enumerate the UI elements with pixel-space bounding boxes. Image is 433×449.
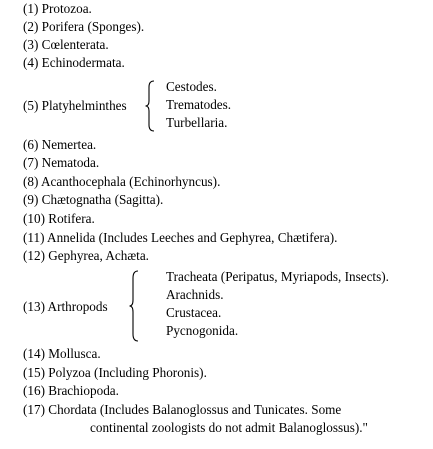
arthropods-subclasses: [166, 268, 389, 340]
entry-gephyrea: (12) Gephyrea, Achæta.: [23, 248, 149, 263]
entry-protozoa: (1) Protozoa.: [23, 1, 92, 16]
entry-arthropods-group: [23, 268, 433, 344]
subclass-item: Turbellaria.: [166, 115, 228, 130]
subclass-item: Crustacea.: [166, 305, 222, 320]
curly-brace-icon: [145, 80, 155, 132]
entry-platyhelminthes-group: [23, 78, 433, 134]
platyhelminthes-subclasses: [166, 78, 231, 132]
entry-platyhelminthes-label: (5) Platyhelminthes: [23, 98, 127, 113]
entry-coelenterata: (3) Cœlenterata.: [23, 37, 109, 52]
entry-arthropods-label: (13) Arthropods: [23, 299, 108, 314]
entry-polyzoa: (15) Polyzoa (Including Phoronis).: [23, 365, 207, 380]
subclass-item: Pycnogonida.: [166, 323, 239, 338]
subclass-item: Arachnids.: [166, 287, 224, 302]
entry-nematoda: (7) Nematoda.: [23, 155, 100, 170]
entry-brachiopoda: (16) Brachiopoda.: [23, 383, 119, 398]
entry-chaetognatha: (9) Chætognatha (Sagitta).: [23, 192, 164, 207]
entry-chordata-continuation: continental zoologists do not admit Balanoglossus).": [90, 420, 368, 435]
entry-nemertea: (6) Nemertea.: [23, 137, 97, 152]
entry-acanthocephala: (8) Acanthocephala (Echinorhyncus).: [23, 174, 221, 189]
subclass-item: Tracheata (Peripatus, Myriapods, Insects).: [166, 269, 389, 284]
entry-echinodermata: (4) Echinodermata.: [23, 55, 125, 70]
entry-mollusca: (14) Mollusca.: [23, 346, 101, 361]
entry-porifera: (2) Porifera (Sponges).: [23, 19, 145, 34]
subclass-item: Trematodes.: [166, 97, 232, 112]
subclass-item: Cestodes.: [166, 79, 217, 94]
entry-chordata: (17) Chordata (Includes Balanoglossus and Tunicates. Some: [23, 402, 342, 417]
entry-annelida: (11) Annelida (Includes Leeches and Gephyrea, Chætifera).: [23, 230, 338, 245]
entry-rotifera: (10) Rotifera.: [23, 211, 95, 226]
curly-brace-icon: [129, 270, 139, 342]
